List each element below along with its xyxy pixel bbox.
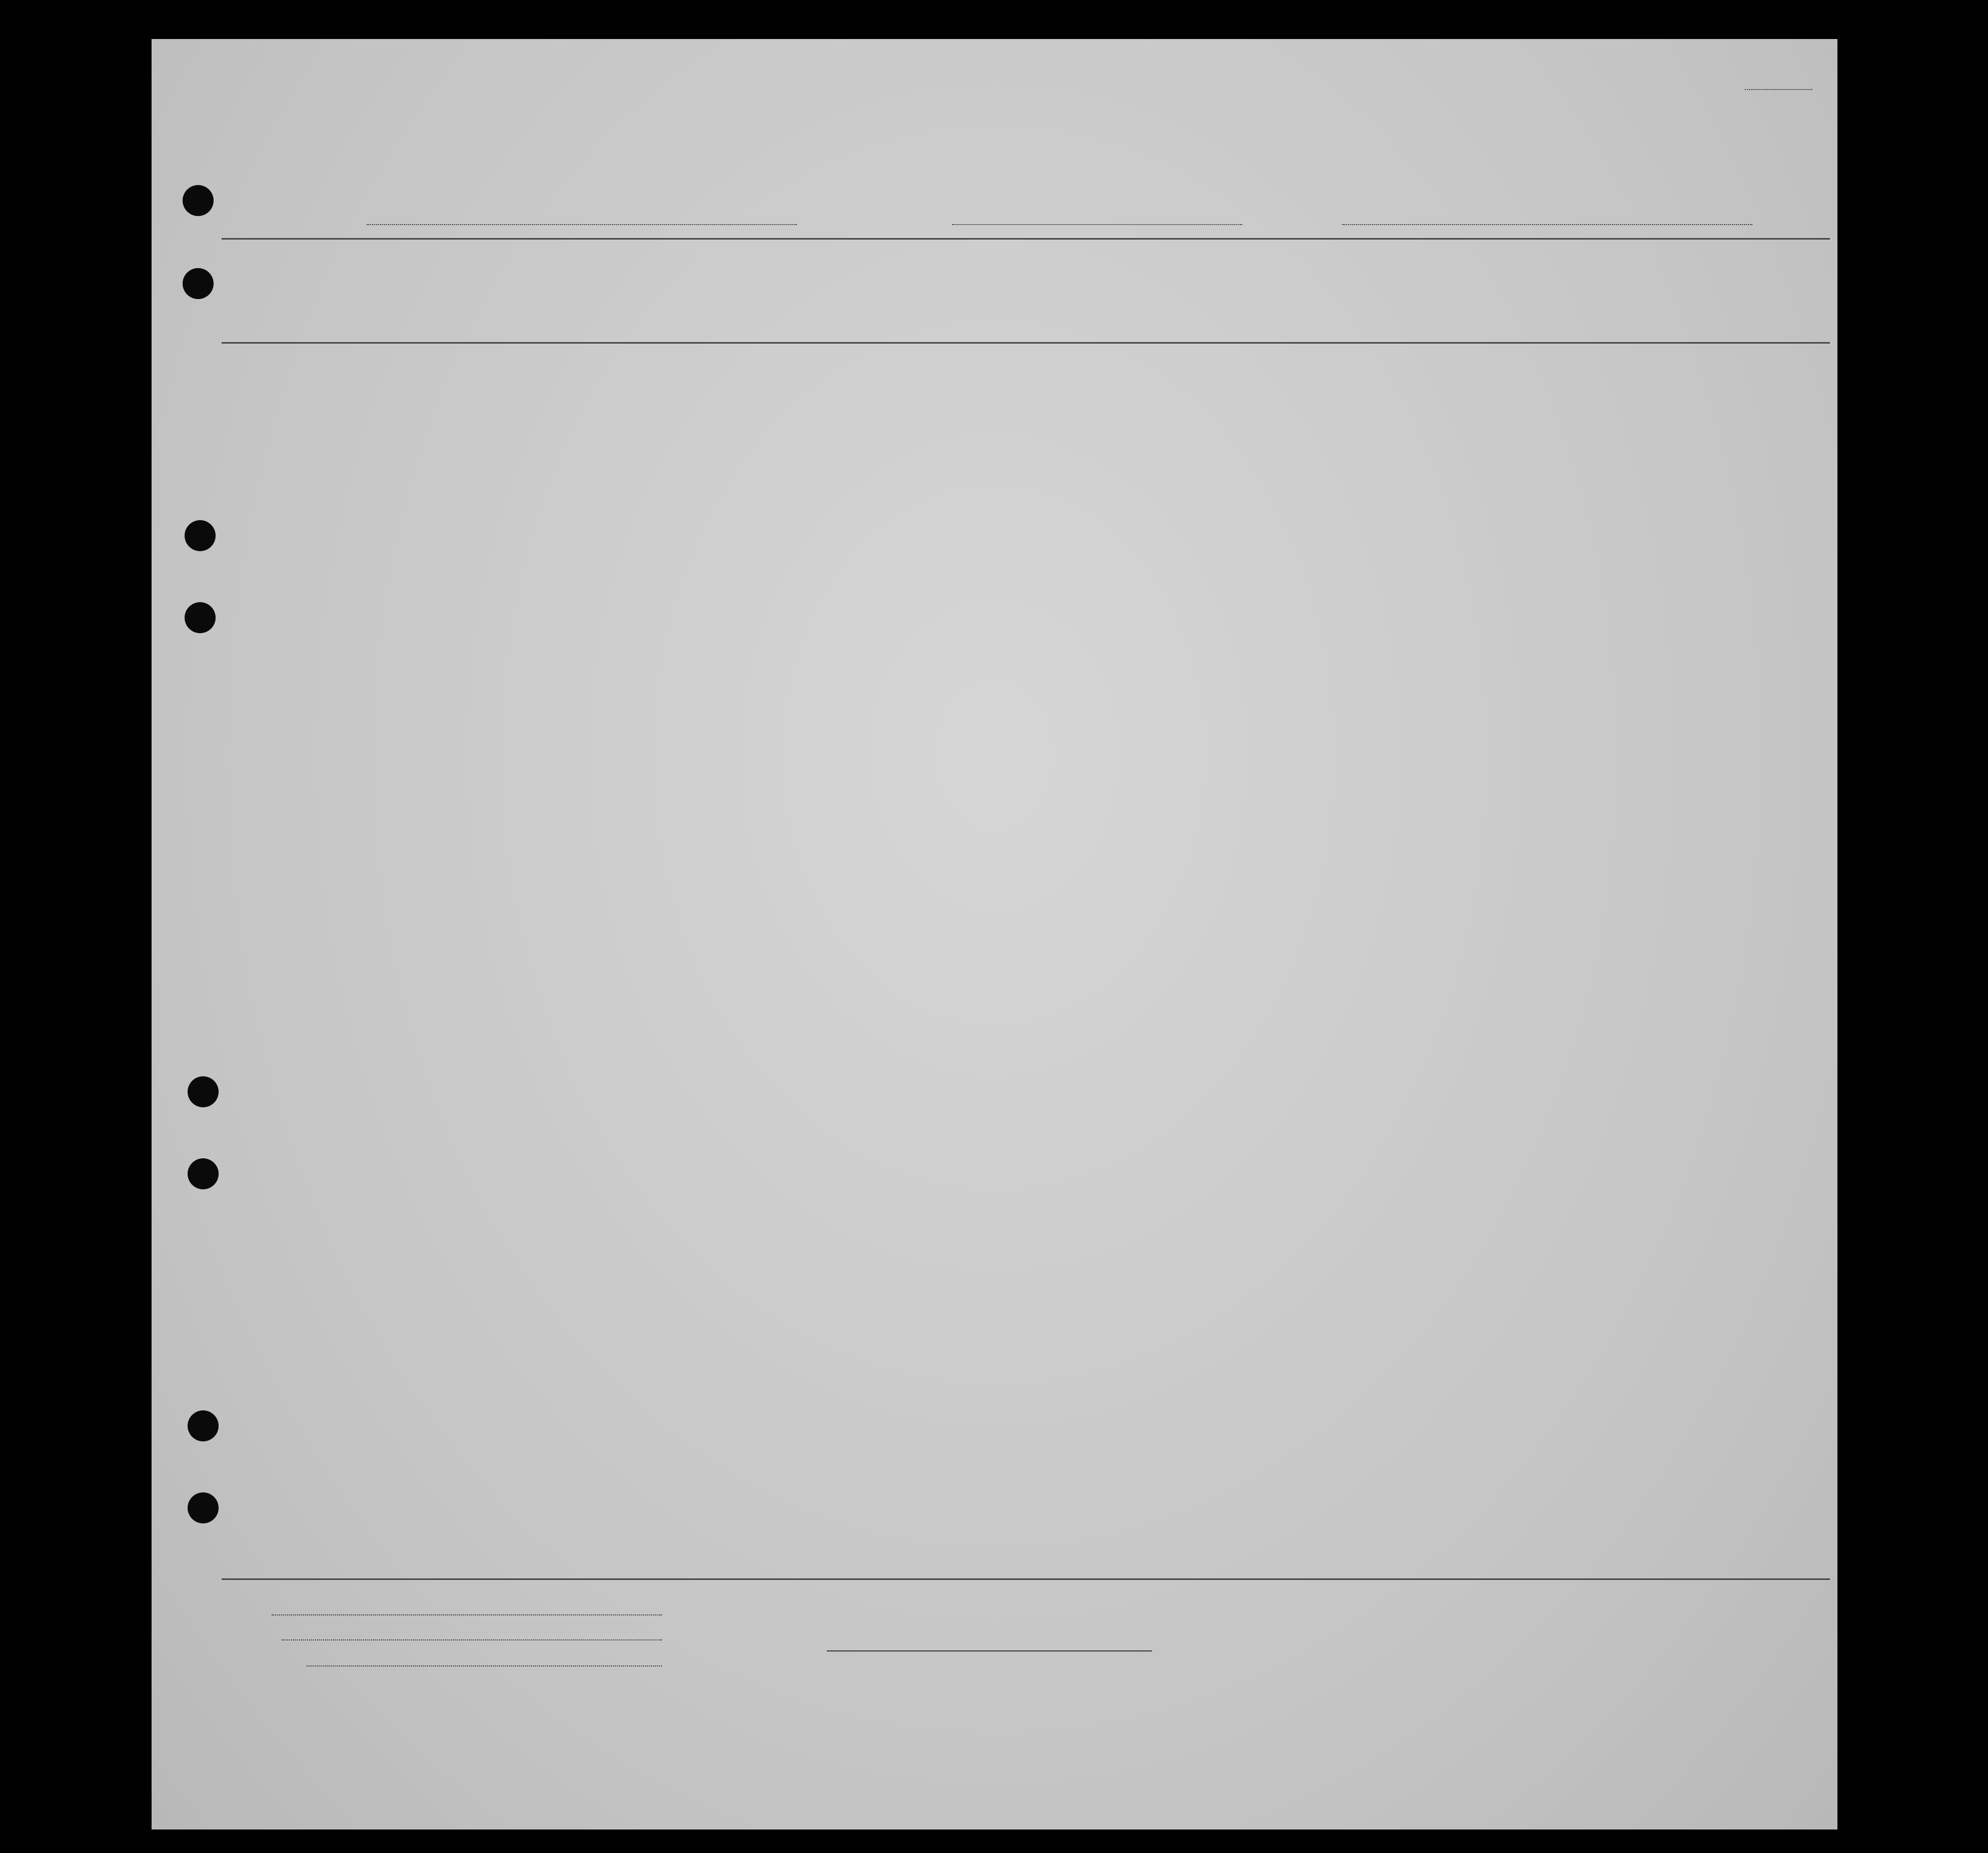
port-to-line xyxy=(1342,224,1752,225)
punch-hole xyxy=(188,1076,219,1107)
punch-hole xyxy=(188,1492,219,1523)
punch-hole xyxy=(188,1158,219,1189)
owners-rule xyxy=(282,1639,662,1640)
punch-hole xyxy=(185,602,216,633)
vessel-name-line xyxy=(367,224,797,225)
agents-rule xyxy=(307,1665,662,1666)
header-bottom-border xyxy=(222,342,1830,344)
table-top-border xyxy=(222,238,1830,240)
port-from-line xyxy=(952,224,1242,225)
line-rule xyxy=(272,1614,662,1615)
punch-hole xyxy=(185,520,216,551)
inspector-rule xyxy=(827,1650,1152,1651)
punch-hole xyxy=(183,268,214,299)
sheet-number-line xyxy=(1745,89,1812,90)
punch-hole xyxy=(183,185,214,216)
table-bottom-border xyxy=(222,1578,1830,1580)
manifest-sheet xyxy=(152,39,1837,1829)
punch-hole xyxy=(188,1410,219,1441)
